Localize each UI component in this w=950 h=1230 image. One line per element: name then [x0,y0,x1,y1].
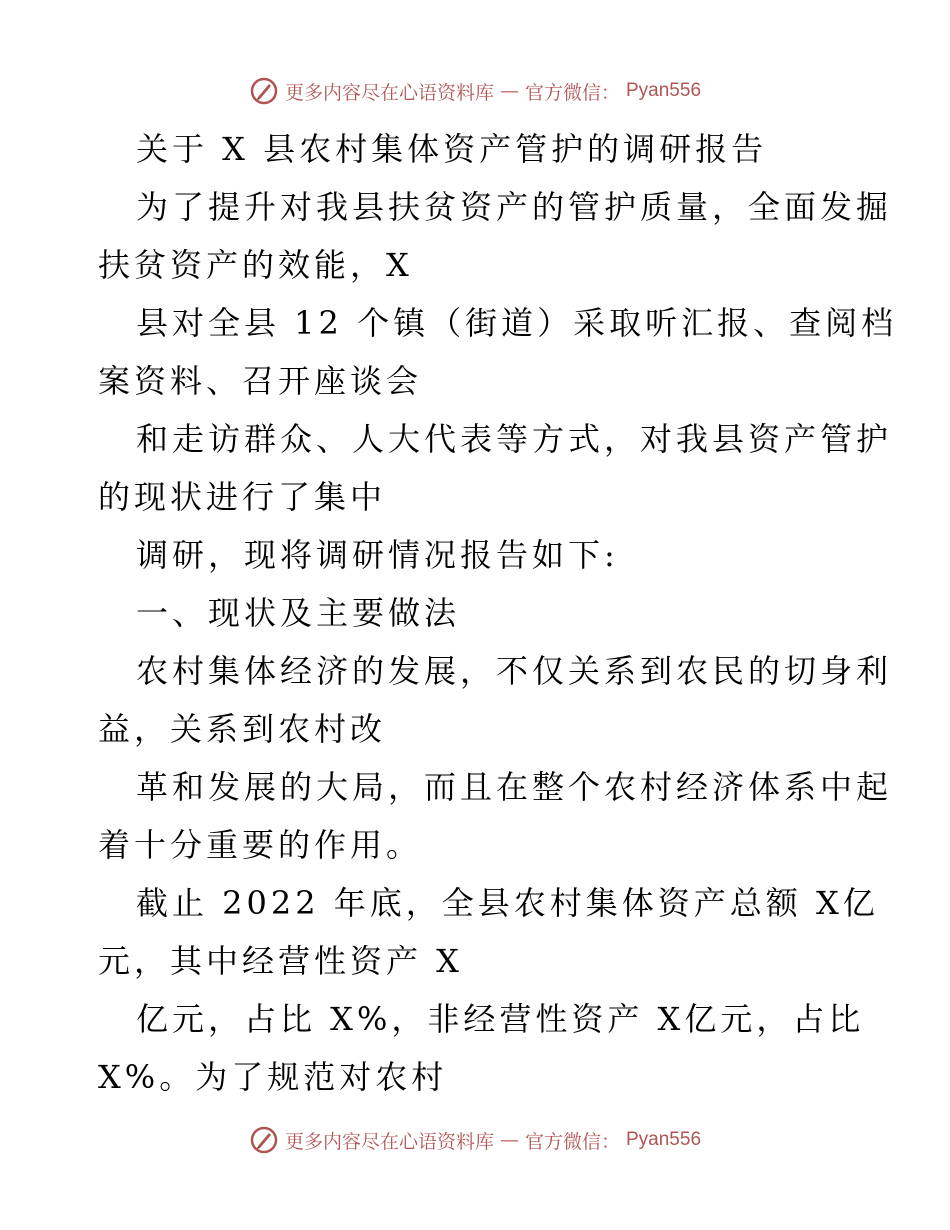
text-line: 截止 2022 年底，全县农村集体资产总额 X亿 [136,884,879,922]
text-line: 农村集体经济的发展，不仅关系到农民的切身利 [136,652,893,690]
watermark-wechat-id: Pyan556 [626,1129,702,1150]
watermark-text: 更多内容尽在心语资料库 [284,1130,494,1153]
text-line: 亿元，占比 X%，非经营性资产 X亿元，占比 [136,1000,865,1038]
watermark-label: 官方微信： [524,1130,620,1153]
text-line: 调研，现将调研情况报告如下: [136,536,619,574]
text-line: 和走访群众、人大代表等方式，对我县资产管护 [136,420,893,458]
document-body [98,120,898,1106]
watermark-wechat-id: Pyan556 [626,80,702,101]
section-heading: 一、现状及主要做法 [136,594,461,632]
quill-pen-icon [249,76,279,106]
text-line: 的现状进行了集中 [98,478,387,516]
watermark-footer [0,1122,950,1158]
text-line: 元，其中经营性资产 X [98,942,463,980]
watermark-dash: — [499,80,519,102]
watermark-dash: — [499,1129,519,1151]
watermark-label: 官方微信： [524,81,620,104]
text-line: 益，关系到农村改 [98,710,387,748]
watermark-header [0,73,950,109]
text-line: 案资料、召开座谈会 [98,362,423,400]
text-line: X%。为了规范对农村 [98,1058,448,1096]
text-line: 扶贫资产的效能，X [98,246,413,284]
text-line: 革和发展的大局，而且在整个农村经济体系中起 [136,768,893,806]
text-line: 着十分重要的作用。 [98,826,423,864]
document-title: 关于 X 县农村集体资产管护的调研报告 [136,130,768,168]
watermark-text: 更多内容尽在心语资料库 [284,81,494,104]
text-line: 县对全县 12 个镇（街道）采取听汇报、查阅档 [136,304,898,342]
text-line: 为了提升对我县扶贫资产的管护质量，全面发掘 [136,188,893,226]
quill-pen-icon [249,1125,279,1155]
